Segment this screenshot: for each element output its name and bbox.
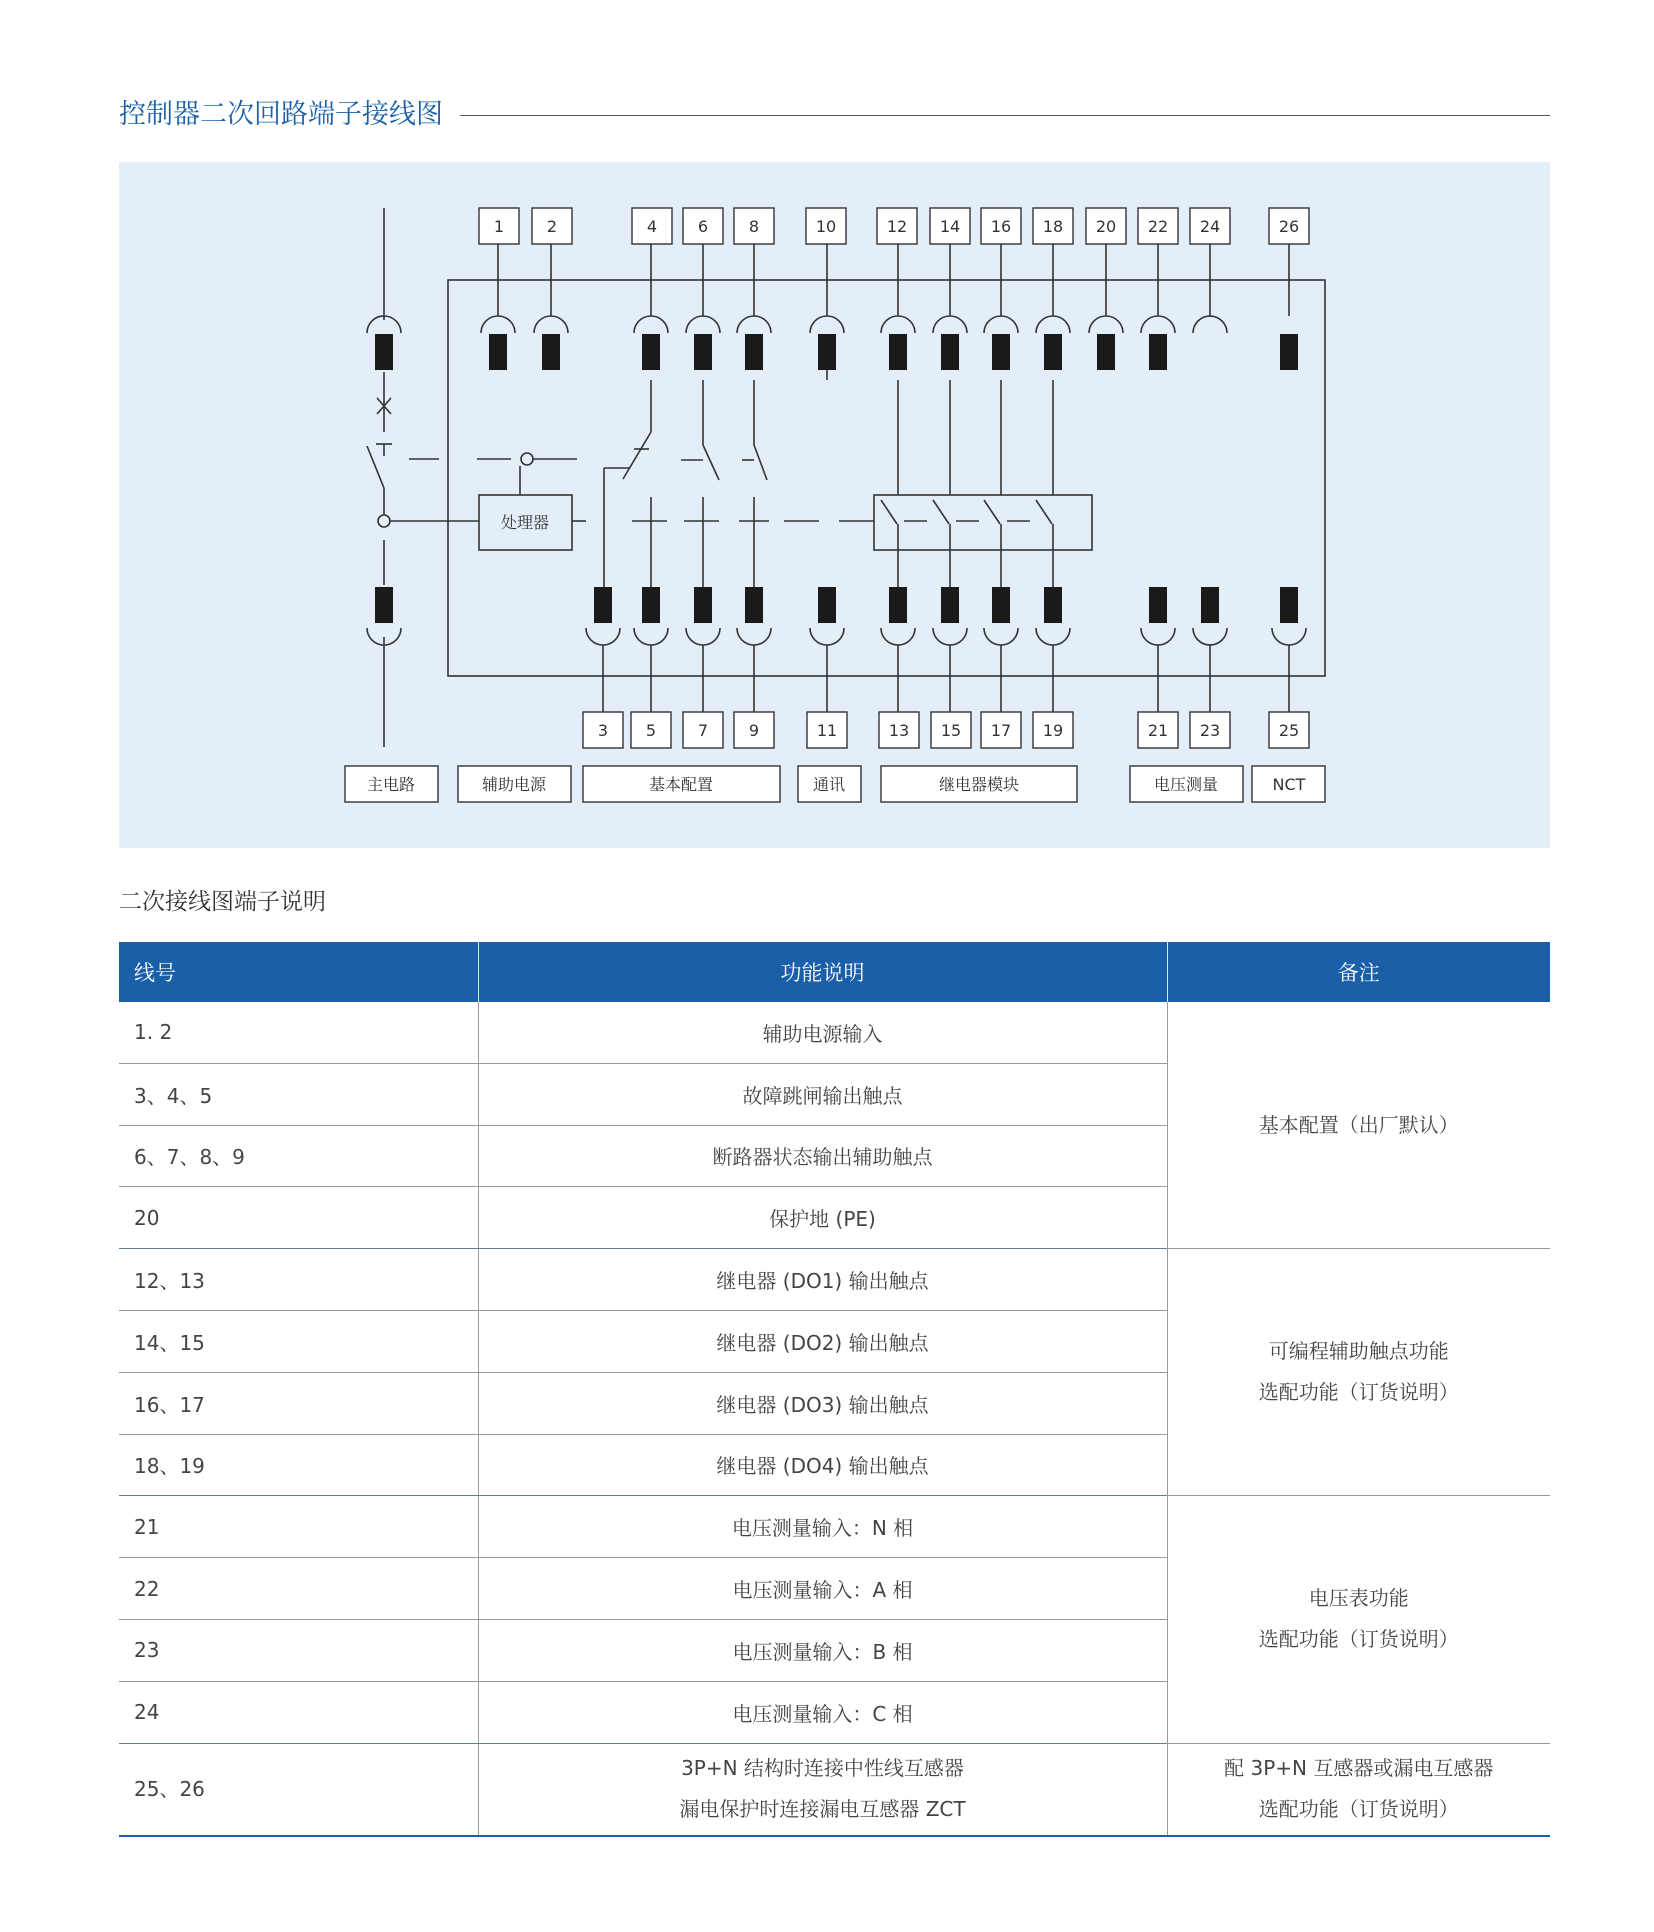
relay-module-box: [874, 495, 1092, 550]
cell-function: 电压测量输入：C 相: [478, 1681, 1167, 1743]
processor-label: 处理器: [500, 513, 550, 532]
group-label-basic-config: 基本配置: [648, 775, 714, 794]
cell-function: 电压测量输入：A 相: [478, 1558, 1167, 1620]
header-function: 功能说明: [478, 942, 1167, 1002]
cell-line-no: 20: [119, 1187, 478, 1249]
group-label-main-circuit: 主电路: [366, 775, 416, 794]
terminal-label: 11: [816, 721, 838, 740]
terminal-label: 21: [1147, 721, 1169, 740]
terminal-label: 23: [1199, 721, 1221, 740]
table-row: [119, 1002, 1550, 1063]
group-label-aux-power: 辅助电源: [481, 775, 547, 794]
cell-function: 保护地 (PE): [478, 1187, 1167, 1249]
cell-remark: 基本配置（出厂默认）: [1167, 1002, 1550, 1249]
table-header-row: [119, 942, 1550, 1002]
header-line-no: 线号: [119, 942, 478, 1002]
terminal-label: 24: [1199, 217, 1221, 236]
title-divider: [460, 115, 1550, 116]
remark-line: 可编程辅助触点功能: [1268, 1339, 1449, 1364]
terminal-label: 16: [990, 217, 1012, 236]
wiring-diagram: [119, 162, 1550, 848]
terminal-label: 7: [697, 721, 709, 740]
terminal-label: 20: [1095, 217, 1117, 236]
cell-line-no: 24: [119, 1681, 478, 1743]
group-label-nct: NCT: [1272, 775, 1306, 794]
terminal-label: 12: [886, 217, 908, 236]
cell-function: 断路器状态输出辅助触点: [478, 1125, 1167, 1187]
cell-function: 故障跳闸输出触点: [478, 1063, 1167, 1125]
cell-remark: [1167, 1496, 1550, 1743]
cell-line-no: 16、17: [119, 1372, 478, 1434]
table-subtitle: 二次接线图端子说明: [119, 889, 326, 915]
cell-line-no: 12、13: [119, 1249, 478, 1311]
remark-line: 配 3P+N 互感器或漏电互感器: [1224, 1756, 1494, 1781]
remark-line: 电压表功能: [1308, 1586, 1409, 1611]
group-label-voltage-measure: 电压测量: [1153, 775, 1219, 794]
terminal-label: 17: [990, 721, 1012, 740]
cell-function: 电压测量输入：N 相: [478, 1496, 1167, 1558]
table-row: [119, 1496, 1550, 1558]
function-line: 漏电保护时连接漏电互感器 ZCT: [679, 1797, 966, 1822]
terminal-label: 10: [815, 217, 837, 236]
cell-function: [478, 1743, 1167, 1836]
cell-line-no: 21: [119, 1496, 478, 1558]
header-remark: 备注: [1167, 942, 1550, 1002]
cell-line-no: 18、19: [119, 1434, 478, 1496]
terminal-label: 3: [597, 721, 609, 740]
cell-line-no: 22: [119, 1558, 478, 1620]
cell-function: 辅助电源输入: [478, 1002, 1167, 1063]
terminal-label: 4: [646, 217, 658, 236]
terminal-label: 25: [1278, 721, 1300, 740]
remark-line: 选配功能（订货说明）: [1258, 1380, 1459, 1405]
cell-function: 继电器 (DO3) 输出触点: [478, 1372, 1167, 1434]
terminal-label: 19: [1042, 721, 1064, 740]
cell-function: 继电器 (DO2) 输出触点: [478, 1310, 1167, 1372]
cell-line-no: 1. 2: [119, 1002, 478, 1063]
terminal-label: 14: [939, 217, 961, 236]
remark-line: 选配功能（订货说明）: [1258, 1797, 1459, 1822]
controller-frame: [448, 280, 1325, 676]
group-label-relay-module: 继电器模块: [938, 775, 1020, 794]
cell-line-no: 25、26: [119, 1743, 478, 1836]
terminal-label: 13: [888, 721, 910, 740]
cell-line-no: 6、7、8、9: [119, 1125, 478, 1187]
section-title: 控制器二次回路端子接线图: [119, 99, 443, 130]
table-row: [119, 1249, 1550, 1311]
terminal-label: 15: [940, 721, 962, 740]
terminal-label: 9: [748, 721, 760, 740]
cell-line-no: 23: [119, 1619, 478, 1681]
cell-line-no: 3、4、5: [119, 1063, 478, 1125]
terminal-label: 22: [1147, 217, 1169, 236]
cell-function: 电压测量输入：B 相: [478, 1619, 1167, 1681]
function-line: 3P+N 结构时连接中性线互感器: [681, 1756, 964, 1781]
terminal-label: 5: [645, 721, 657, 740]
terminal-label: 1: [493, 217, 505, 236]
cell-line-no: 14、15: [119, 1310, 478, 1372]
terminal-description-table: [119, 942, 1550, 1837]
table-row: [119, 1743, 1550, 1836]
group-label-comm: 通讯: [812, 775, 846, 794]
remark-line: 选配功能（订货说明）: [1258, 1627, 1459, 1652]
cell-remark: [1167, 1249, 1550, 1496]
group-labels: [367, 775, 1306, 794]
terminal-label: 18: [1042, 217, 1064, 236]
terminal-label: 26: [1278, 217, 1300, 236]
terminal-label: 8: [748, 217, 760, 236]
cell-function: 继电器 (DO4) 输出触点: [478, 1434, 1167, 1496]
terminal-label: 2: [546, 217, 558, 236]
cell-remark: [1167, 1743, 1550, 1836]
cell-function: 继电器 (DO1) 输出触点: [478, 1249, 1167, 1311]
terminal-label: 6: [697, 217, 709, 236]
